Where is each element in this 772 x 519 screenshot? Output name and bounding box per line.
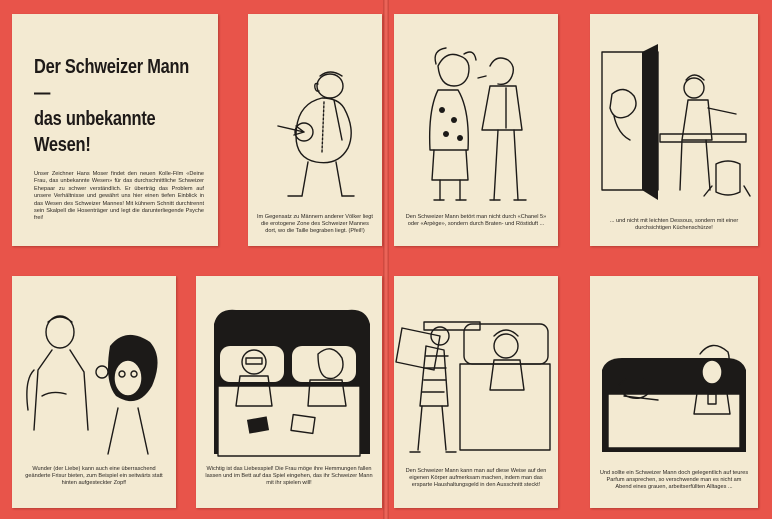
caption: Den Schweizer Mann betört man nicht durch «Chanel 5» oder «Arpège», sondern durch Braten- und Röstiduft ...: [405, 214, 547, 227]
caption: Wunder (der Liebe) kann auch eine überraschend geänderte Frisur bieten, zum Beispiel ein seitwärts statt hinten aufgesteckter Zopf!: [25, 466, 163, 486]
couple-perfume-illustration: [394, 14, 558, 246]
caption: Im Gegensatz zu Männern anderer Völker liegt die erotogene Zone des Schweizer Mannes dort, wo die Taille begraben liegt. (Pfeil!): [257, 214, 373, 234]
cartoon-panel-4: [590, 14, 758, 246]
page-title: Der Schweizer Mann — das unbekannte Wesen!: [34, 56, 190, 156]
title-panel: [12, 14, 218, 246]
caption: Wichtig ist das Liebesspiel! Die Frau möge ihre Hemmungen fallen lassen und im Bett auf das Spiel eingehen, das ihr Schweizer Mann mit ihr spielen will!: [205, 466, 373, 486]
cartoon-panel-2: [248, 14, 382, 246]
kitchen-door-illustration: [590, 14, 758, 246]
caption: Und sollte ein Schweizer Mann doch gelegentlich auf teures Parfum ansprechen, so verschwende man es nicht am Abend eines grauen, arbeitserfüllten Alltages ...: [599, 470, 749, 490]
cartoon-panel-6: [196, 276, 382, 508]
page-gutter: [383, 0, 389, 519]
intro-text: Unser Zeichner Hans Moser findet den neuen Kolle-Film «Deine Frau, das unbekannte Wesen» für das durchschnittliche Schweizer Ehepaar zu schwer verständlich. Er überträg das Problem auf unsere Verhältnisse und gewährt uns hier einen tiefen Einblick in das Wesen des Schweizer Mannes! Mit kühnem Schnitt durchtrennt sein Skalpell die Hosenträger und legt die darunterliegende Psyche frei!: [34, 171, 204, 222]
caption: ... und nicht mit leichten Dessous, sondern mit einer durchsichtigen Küchenschürze!: [609, 218, 739, 231]
man-with-arrow-illustration: [248, 14, 382, 246]
cartoon-panel-7: [394, 276, 558, 508]
cartoon-panel-8: [590, 276, 758, 508]
caption: Den Schweizer Mann kann man auf diese Weise auf den eigenen Körper aufmerksam machen, indem man das ersparte Haushaltungsgeld in den Ausschnitt steckt!: [405, 468, 547, 488]
cartoon-panel-5: [12, 276, 176, 508]
cartoon-panel-3: [394, 14, 558, 246]
